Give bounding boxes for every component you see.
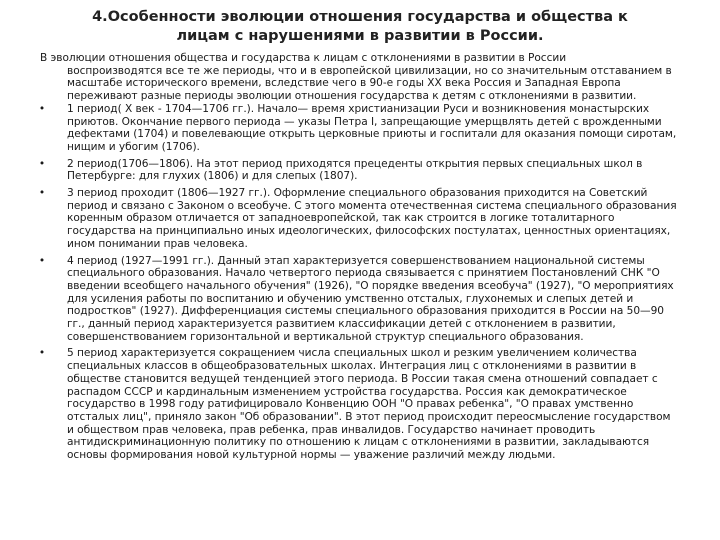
period-text: 1 период( X век - 1704—1706 гг.). Начало— время христианизации Руси и возникновения монастырских приютов. Окончание первого периода — указы Петра I, запрещающие умерщвлять детей с врожденными дефектами (1704) и повелевающие открыть церковные приюты и госпитали для оказания помощи сиротам, нищим и убогим (1706). xyxy=(67,102,677,153)
bullet-icon: • xyxy=(38,157,46,170)
list-item-period-2 xyxy=(40,158,680,183)
list-item-period-3 xyxy=(40,187,680,251)
period-text: 3 период проходит (1806—1927 гг.). Оформление специального образования приходится на Советский период и связано с Законом о всеобуче. С этого момента отечественная система специального образования коренным образом отличается от западноевропейской, так как строится в логике тоталитарного государства на принципиально иных идеологических, философских постулатах, ценностных ориентациях, ином понимании прав человека. xyxy=(67,187,677,250)
intro-continuation: воспроизводятся все те же периоды, что и в европейской цивилизации, но со значительным отставанием в масштабе исторического времени, вследствие чего в 90-е годы XX века Россия и Западная Европа переживают разные периоды эволюции отношения государства к детям с отклонениями в развитии. xyxy=(67,64,672,103)
bullet-icon: • xyxy=(38,254,46,267)
period-text: 5 период характеризуется сокращением числа специальных школ и резким увеличением количества специальных классов в общеобразовательных школах. Интеграция лиц с отклонениями в развитии в обществе становится ведущей тенденцией этого периода. В России такая смена отношений совпадает с распадом СССР и кардинальным изменением устройства государства. Россия как демократическое государство в 1998 году ратифицировало Конвенцию ООН "О правах ребенка", "О правах умственно отсталых лиц", приняло закон "Об образовании". В этот период происходит переосмысление государством и обществом прав человека, прав ребенка, прав инвалидов. Государство начинает проводить антидискриминационную политику по отношению к лицам с отклонениями в развитии, закладываются основы формирования новой культурной нормы — уважение различий между людьми. xyxy=(67,347,671,462)
slide-body xyxy=(40,52,680,462)
bullet-icon: • xyxy=(38,102,46,115)
list-item-period-4 xyxy=(40,255,680,344)
period-text: 4 период (1927—1991 гг.). Данный этап характеризуется совершенствованием национальной системы специального образования. Начало четвертого периода связывается с принятием Постановлений СНК "О введении всеобщего начального обучения" (1926), "О порядке введения всеобуча" (1927), "О мероприятиях для усиления работы по воспитанию и обучению умственно отсталых, глухонемых и слепых детей и подростков" (1927). Дифференциация системы специального образования приходится в России на 50—90 гг., данный период характеризуется развитием классификации детей с отклонением в развитии, совершенствованием горизонтальной и вертикальной структур специального образования. xyxy=(67,254,674,343)
periods-list xyxy=(40,103,680,462)
list-item-period-1 xyxy=(40,103,680,154)
intro-paragraph xyxy=(40,52,680,103)
slide-title: 4.Особенности эволюции отношения государства и общества к лицам с нарушениями в развитии в России. xyxy=(92,9,628,44)
list-item-period-5 xyxy=(40,347,680,461)
bullet-icon: • xyxy=(38,347,46,360)
period-text: 2 период(1706—1806). На этот период приходятся прецеденты открытия первых специальных школ в Петербурге: для глухих (1806) и для слепых (1807). xyxy=(67,157,643,183)
intro-first-line: В эволюции отношения общества и государства к лицам с отклонениями в развитии в России xyxy=(40,52,567,64)
bullet-icon: • xyxy=(38,187,46,200)
